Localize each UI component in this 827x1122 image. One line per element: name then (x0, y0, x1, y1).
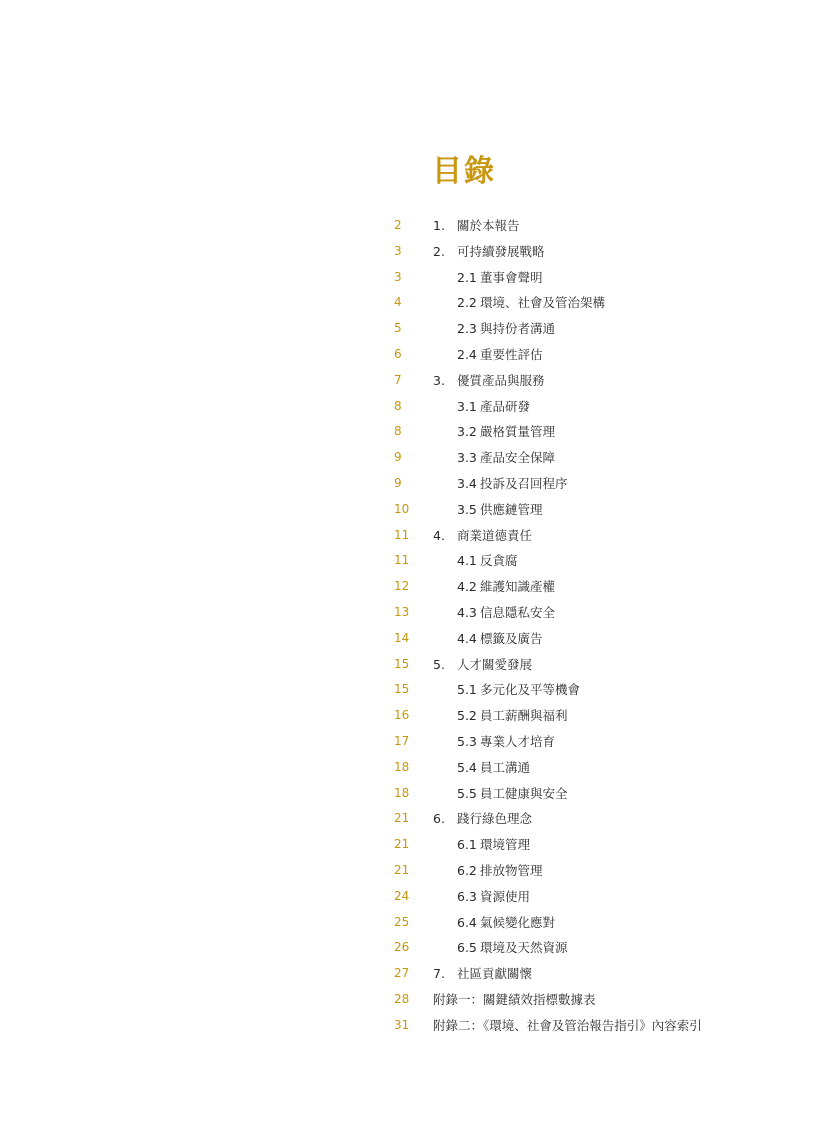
toc-entry[interactable] (0, 368, 827, 394)
toc-entry[interactable] (0, 471, 827, 497)
table-of-contents (0, 213, 827, 1039)
toc-section-number: 1. (433, 218, 445, 233)
toc-page-number: 6 (394, 346, 402, 361)
toc-page-number: 9 (394, 475, 402, 490)
toc-section-number: 6.3 (457, 888, 477, 904)
toc-section-title: 環境及天然資源 (480, 940, 568, 956)
toc-section-title: 人才關愛發展 (457, 656, 533, 672)
toc-entry[interactable] (0, 523, 827, 549)
toc-entry[interactable] (0, 832, 827, 858)
toc-section-title: 資源使用 (480, 888, 531, 904)
toc-entry[interactable] (0, 652, 827, 678)
toc-section-number: 5.4 (457, 759, 477, 775)
toc-section-title: 重要性評估 (480, 346, 543, 362)
toc-entry[interactable] (0, 858, 827, 884)
toc-page-number: 3 (394, 269, 402, 284)
toc-section-title: 踐行綠色理念 (457, 811, 533, 827)
toc-page-number: 21 (394, 811, 410, 826)
toc-section-title: 附錄二：《環境、社會及管治報告指引》內容索引 (433, 1017, 702, 1033)
toc-section-number: 6.2 (457, 862, 477, 878)
toc-page-number: 12 (394, 579, 410, 594)
toc-section-title: 優質產品與服務 (457, 372, 545, 388)
toc-section-title: 員工薪酬與福利 (480, 708, 568, 724)
toc-section-number: 5.1 (457, 682, 477, 698)
toc-page-number: 2 (394, 218, 402, 232)
toc-entry[interactable] (0, 935, 827, 961)
toc-section-number: 3.5 (457, 501, 477, 517)
toc-section-number: 2.4 (457, 346, 477, 362)
toc-entry[interactable] (0, 884, 827, 910)
toc-entry[interactable] (0, 600, 827, 626)
toc-entry[interactable] (0, 910, 827, 936)
toc-section-title: 可持續發展戰略 (457, 243, 545, 259)
toc-section-number: 6.4 (457, 914, 477, 930)
toc-page-number: 16 (394, 708, 410, 723)
toc-section-title: 員工健康與安全 (480, 785, 568, 801)
toc-page-number: 18 (394, 759, 410, 774)
toc-section-title: 多元化及平等機會 (480, 682, 581, 698)
toc-section-title: 與持份者溝通 (480, 321, 556, 337)
toc-section-title: 環境管理 (480, 837, 531, 853)
toc-section-title: 產品安全保障 (480, 450, 556, 466)
page-title: 目錄 (432, 154, 496, 189)
toc-entry[interactable] (0, 755, 827, 781)
toc-section-title: 關於本報告 (457, 218, 520, 233)
toc-page-number: 28 (394, 991, 410, 1006)
toc-entry[interactable] (0, 497, 827, 523)
toc-page-number: 11 (394, 553, 410, 568)
toc-entry[interactable] (0, 703, 827, 729)
toc-entry[interactable] (0, 213, 827, 239)
toc-page-number: 7 (394, 372, 402, 387)
toc-page-number: 11 (394, 527, 410, 542)
toc-page-number: 8 (394, 424, 402, 439)
toc-entry[interactable] (0, 781, 827, 807)
toc-section-number: 5. (433, 656, 445, 672)
toc-page-number: 26 (394, 940, 410, 955)
toc-section-title: 信息隱私安全 (480, 604, 556, 620)
toc-section-title: 嚴格質量管理 (480, 424, 556, 440)
toc-entry[interactable] (0, 987, 827, 1013)
toc-section-number: 4.3 (457, 604, 477, 620)
toc-page-number: 8 (394, 398, 402, 413)
toc-section-number: 3. (433, 372, 445, 388)
toc-entry[interactable] (0, 290, 827, 316)
toc-section-title: 產品研發 (480, 398, 531, 414)
toc-entry[interactable] (0, 445, 827, 471)
toc-entry[interactable] (0, 961, 827, 987)
toc-entry[interactable] (0, 239, 827, 265)
toc-entry[interactable] (0, 1013, 827, 1039)
toc-page-number: 18 (394, 785, 410, 800)
toc-entry[interactable] (0, 419, 827, 445)
toc-section-title: 環境、社會及管治架構 (480, 295, 606, 311)
toc-page-number: 17 (394, 733, 410, 748)
toc-entry[interactable] (0, 574, 827, 600)
toc-section-number: 3.3 (457, 450, 477, 466)
toc-entry[interactable] (0, 806, 827, 832)
toc-entry[interactable] (0, 265, 827, 291)
toc-page-number: 21 (394, 862, 410, 877)
toc-section-title: 排放物管理 (480, 862, 543, 878)
toc-section-title: 商業道德責任 (457, 527, 533, 543)
toc-page-number: 15 (394, 682, 410, 697)
toc-page-number: 13 (394, 604, 410, 619)
toc-section-number: 6.5 (457, 940, 477, 956)
toc-section-title: 附錄一：關鍵績效指標數據表 (433, 991, 596, 1007)
toc-section-number: 5.2 (457, 708, 477, 724)
toc-section-number: 7. (433, 966, 445, 982)
toc-section-title: 專業人才培育 (480, 733, 556, 749)
toc-section-title: 反貪腐 (480, 553, 518, 569)
toc-section-number: 3.1 (457, 398, 477, 414)
toc-page-number: 25 (394, 914, 410, 929)
toc-section-number: 4.4 (457, 630, 477, 646)
toc-section-number: 2.1 (457, 269, 477, 285)
toc-section-title: 標籤及廣告 (480, 630, 543, 646)
toc-entry[interactable] (0, 729, 827, 755)
toc-page-number: 31 (394, 1017, 410, 1032)
toc-entry[interactable] (0, 677, 827, 703)
toc-entry[interactable] (0, 342, 827, 368)
toc-section-title: 社區貢獻關懷 (457, 966, 533, 982)
toc-page-number: 10 (394, 501, 410, 516)
toc-section-number: 4.1 (457, 553, 477, 569)
toc-section-number: 4. (433, 527, 445, 543)
toc-section-number: 3.2 (457, 424, 477, 440)
toc-section-number: 2. (433, 243, 445, 259)
toc-page-number: 4 (394, 295, 402, 310)
toc-page-number: 24 (394, 888, 410, 903)
toc-entry[interactable] (0, 548, 827, 574)
toc-entry[interactable] (0, 316, 827, 342)
toc-section-number: 2.2 (457, 295, 477, 311)
toc-section-number: 6.1 (457, 837, 477, 853)
toc-page-number: 3 (394, 243, 402, 258)
toc-page-number: 15 (394, 656, 410, 671)
toc-entry[interactable] (0, 626, 827, 652)
toc-section-title: 氣候變化應對 (480, 914, 556, 930)
toc-section-title: 維護知識產權 (480, 579, 556, 595)
toc-section-number: 3.4 (457, 475, 477, 491)
toc-section-number: 6. (433, 811, 445, 827)
toc-section-title: 供應鏈管理 (480, 501, 543, 517)
toc-section-title: 員工溝通 (480, 759, 531, 775)
toc-page-number: 27 (394, 966, 410, 981)
toc-section-number: 2.3 (457, 321, 477, 337)
toc-section-number: 4.2 (457, 579, 477, 595)
toc-section-title: 董事會聲明 (480, 269, 543, 285)
toc-section-number: 5.5 (457, 785, 477, 801)
toc-entry[interactable] (0, 394, 827, 420)
toc-section-title: 投訴及召回程序 (480, 475, 568, 491)
toc-section-number: 5.3 (457, 733, 477, 749)
toc-page-number: 14 (394, 630, 410, 645)
toc-page-number: 5 (394, 321, 402, 336)
toc-page-number: 9 (394, 450, 402, 465)
toc-page-number: 21 (394, 837, 410, 852)
